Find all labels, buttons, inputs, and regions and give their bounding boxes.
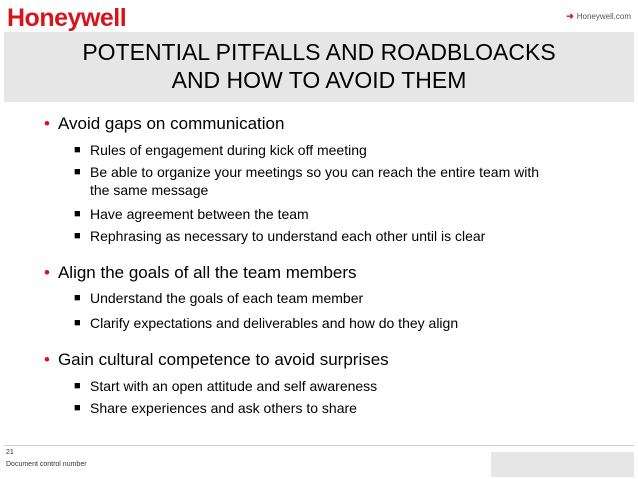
square-bullet-icon: ■ [74,402,81,414]
sub-bullet-text: Start with an open attitude and self awareness [90,378,378,394]
square-bullet-icon: ■ [74,292,81,304]
sub-bullet-item [74,141,614,159]
sub-bullet-text: Be able to organize your meetings so you can reach the entire team with [90,164,540,180]
sub-bullet-text: Rules of engagement during kick off meeting [90,142,367,158]
bullet-dot-icon: • [44,263,50,282]
sub-bullet-text: Understand the goals of each team member [90,290,364,306]
bullet-item [44,114,284,134]
sub-bullet-continuation [74,181,614,199]
title-line-1: POTENTIAL PITFALLS AND ROADBLOACKS [82,39,556,65]
bullet-item [44,350,389,370]
sub-bullet-item [74,314,614,332]
sub-bullet-text: Rephrasing as necessary to understand each other until is clear [90,228,486,244]
square-bullet-icon: ■ [74,166,81,178]
sub-bullet-text: the same message [90,182,209,198]
bullet-dot-icon: • [44,114,50,133]
sub-bullet-item [74,289,614,307]
sub-bullet-item [74,205,614,223]
arrow-right-icon: ➜ [566,11,574,21]
sub-bullet-item [74,163,614,181]
square-bullet-icon: ■ [74,144,81,156]
square-bullet-icon: ■ [74,230,81,242]
document-control-number: Document control number [6,461,87,468]
square-bullet-icon: ■ [74,317,81,329]
bullet-item [44,263,357,283]
footer-gray-box [491,452,634,477]
sub-bullet-item [74,399,614,417]
bullet-text: Align the goals of all the team members [57,263,357,282]
title-line-2: AND HOW TO AVOID THEM [171,67,467,93]
bullet-dot-icon: • [44,350,50,369]
bullet-text: Avoid gaps on communication [57,114,285,133]
square-bullet-icon: ■ [74,208,81,220]
sub-bullet-item [74,377,614,395]
footer-divider [4,445,634,446]
sub-bullet-text: Share experiences and ask others to share [90,400,357,416]
square-bullet-icon: ■ [74,380,81,392]
sub-bullet-item [74,227,614,245]
bullet-text: Gain cultural competence to avoid surprises [57,350,389,369]
sub-bullet-text: Have agreement between the team [90,206,309,222]
sub-bullet-text: Clarify expectations and deliverables and how do they align [90,315,459,331]
honeywell-link-label: Honeywell.com [576,12,631,21]
page-number: 21 [6,449,14,456]
honeywell-logo: Honeywell [7,4,127,32]
